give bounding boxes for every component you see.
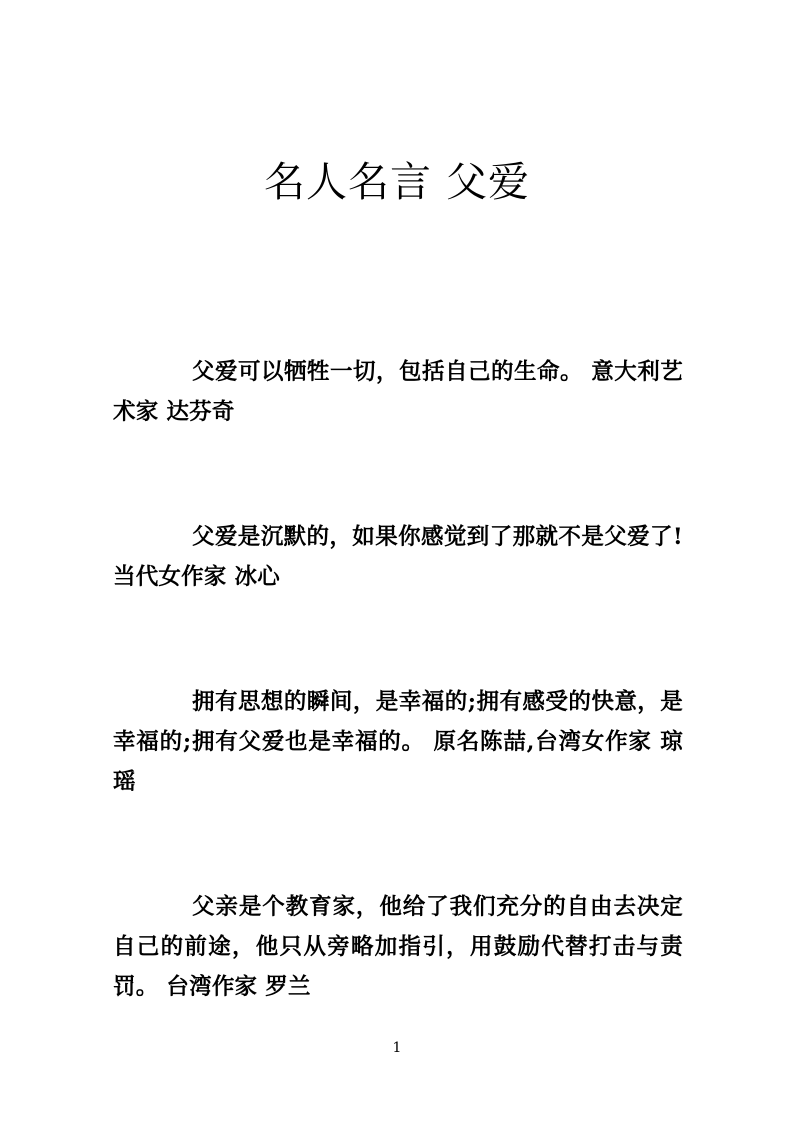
- page-title: 名人名言 父爱: [263, 158, 531, 207]
- quote-paragraph-luolan: 父亲是个教育家，他给了我们充分的自由去决定自己的前途，他只从旁略加指引，用鼓励代替打击与责罚。 台湾作家 罗兰: [113, 894, 683, 1000]
- quote-paragraph-qiongyao: 拥有思想的瞬间，是幸福的;拥有感受的快意，是幸福的;拥有父爱也是幸福的。 原名陈喆,台湾女作家 琼瑶: [113, 689, 683, 795]
- quote-paragraph-bingxin: 父爱是沉默的，如果你感觉到了那就不是父爱了! 当代女作家 冰心: [113, 524, 683, 590]
- page-number: 1: [392, 1040, 402, 1056]
- document-body: [113, 352, 683, 1007]
- quote-paragraph-davinci: 父爱可以牺牲一切，包括自己的生命。 意大利艺术家 达芬奇: [113, 359, 683, 425]
